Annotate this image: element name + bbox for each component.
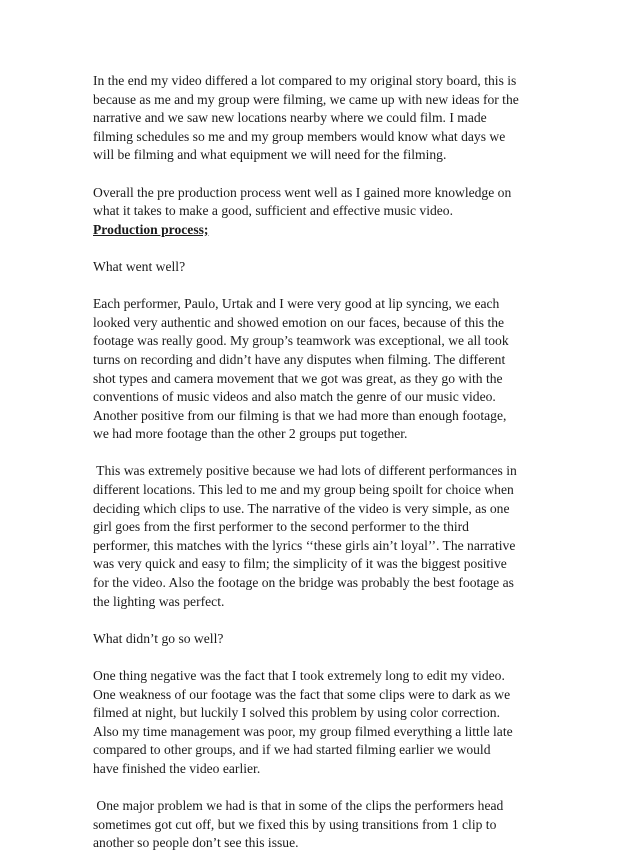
text-line: What went well? — [93, 258, 186, 274]
text-line: looked very authentic and showed emotion on our faces, because of this the — [93, 314, 505, 330]
text-line: Each performer, Paulo, Urtak and I were very good at lip syncing, we each — [93, 296, 500, 312]
text-line: One weakness of our footage was the fact that some clips were to dark as we — [93, 686, 511, 702]
paragraph-gap — [93, 779, 563, 798]
text-line: compared to other groups, and if we had started filming earlier we would — [93, 742, 491, 758]
text-line: Overall the pre production process went well as I gained more knowledge on — [93, 184, 512, 200]
paragraph-extremely-positive — [93, 462, 563, 611]
text-line: One thing negative was the fact that I took extremely long to edit my video. — [93, 668, 505, 683]
text-line: what it takes to make a good, sufficient and effective music video. — [93, 203, 454, 219]
subheading-what-went-well — [93, 258, 563, 277]
paragraph-gap — [93, 444, 563, 463]
text-line: filming schedules so me and my group members would know what days we — [93, 128, 506, 144]
text-line: performer, this matches with the lyrics ‘‘these girls ain’t loyal’’. The narrative — [93, 537, 516, 553]
paragraph-pre-production — [93, 184, 563, 240]
text-line: Also my time management was poor, my group filmed everything a little late — [93, 723, 513, 739]
text-line: we had more footage than the other 2 groups put together. — [93, 426, 408, 442]
text-line: sometimes got cut off, but we fixed this by using transitions from 1 clip to — [93, 816, 497, 832]
text-line: will be filming and what equipment we will need for the filming. — [93, 147, 447, 163]
text-line: have finished the video earlier. — [93, 760, 261, 776]
text-line: footage was really good. My group’s teamwork was exceptional, we all took — [93, 333, 509, 349]
text-line: turns on recording and didn’t have any disputes when filming. The different — [93, 351, 506, 367]
text-line: deciding which clips to use. The narrative of the video is very simple, as one — [93, 500, 510, 516]
paragraph-gap — [93, 648, 563, 667]
subheading-what-didnt-go-well — [93, 630, 563, 649]
text-line: Another positive from our filming is that we had more than enough footage, — [93, 407, 507, 423]
text-line: for the video. Also the footage on the bridge was probably the best footage as — [93, 575, 514, 591]
paragraph-gap — [93, 611, 563, 630]
paragraph-gap — [93, 277, 563, 296]
text-line: shot types and camera movement that we got was great, as they go with the — [93, 370, 503, 386]
paragraph-gap — [93, 239, 563, 258]
paragraph-negatives — [93, 667, 563, 779]
text-line: One major problem we had is that in some of the clips the performers head — [93, 798, 504, 814]
text-line: another so people don’t see this issue. — [93, 835, 299, 851]
text-line: conventions of music videos and also match the genre of our music video. — [93, 389, 496, 405]
paragraph-performers — [93, 295, 563, 444]
paragraph-gap — [93, 165, 563, 184]
text-line: What didn’t go so well? — [93, 630, 224, 646]
section-heading: Production process; — [93, 221, 209, 237]
text-line: girl goes from the first performer to the second performer to the third — [93, 519, 469, 535]
text-line: the lighting was perfect. — [93, 593, 225, 609]
text-line: filmed at night, but luckily I solved this problem by using color correction. — [93, 705, 500, 721]
text-line: narrative and we saw new locations nearby where we could film. I made — [93, 110, 487, 126]
text-line: In the end my video differed a lot compared to my original story board, this is — [93, 73, 517, 88]
text-line: This was extremely positive because we had lots of different performances in — [93, 463, 517, 479]
text-line: different locations. This led to me and my group being spoilt for choice when — [93, 482, 514, 498]
text-line: because as me and my group were filming, we came up with new ideas for the — [93, 91, 519, 107]
paragraph-major-problem — [93, 797, 563, 853]
text-line: was very quick and easy to film; the simplicity of it was the biggest positive — [93, 556, 507, 572]
paragraph-storyboard — [93, 72, 563, 165]
document-page — [93, 72, 563, 853]
